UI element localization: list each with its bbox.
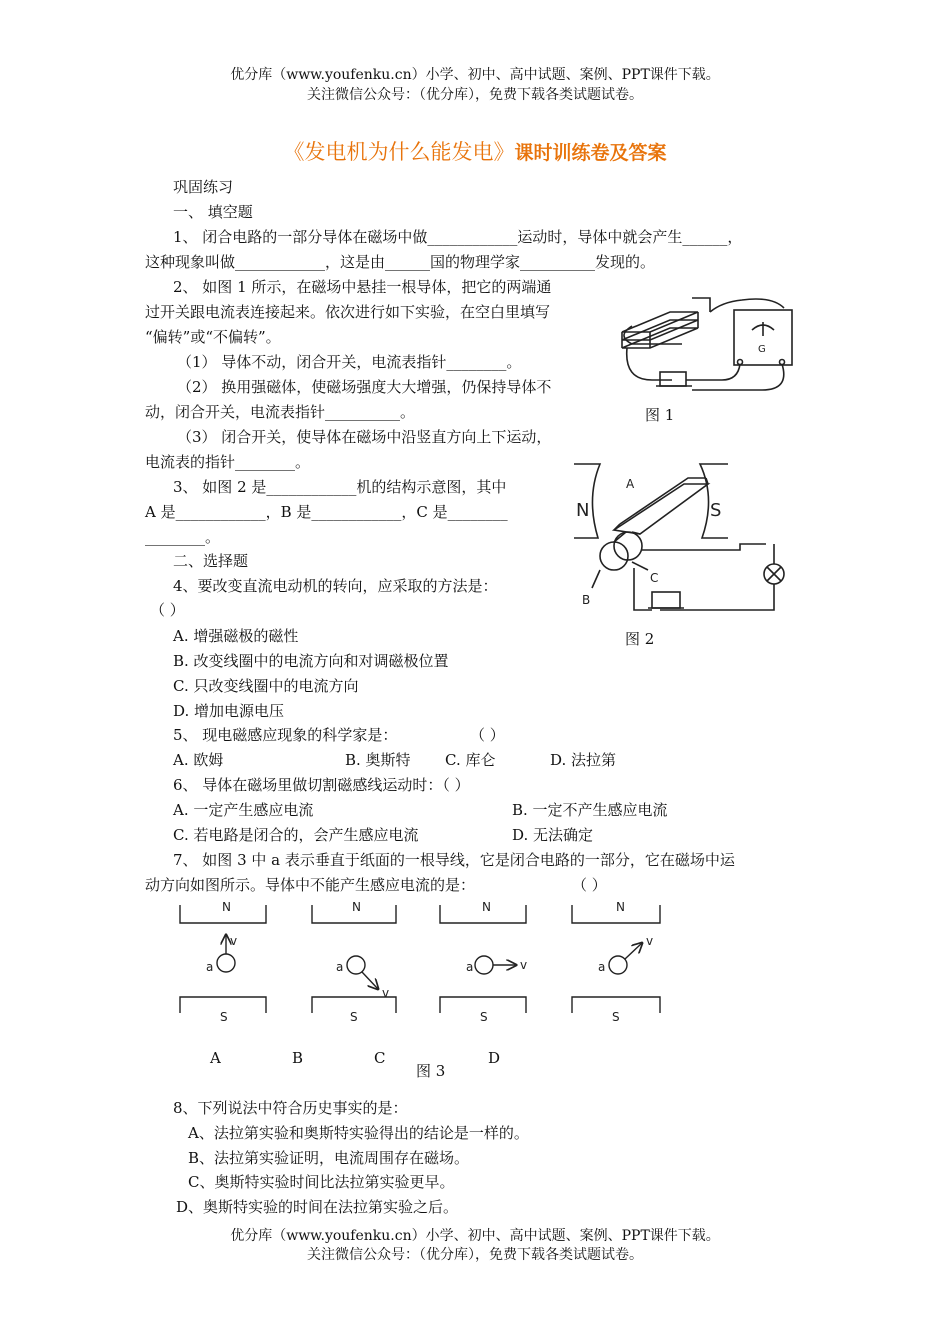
panel-d-velocity-arrow xyxy=(625,943,642,959)
title-suffix: 课时训练卷及答案 xyxy=(514,142,667,164)
figure-2 xyxy=(570,458,795,618)
q2-line2: 过开关跟电流表连接起来。依次进行如下实验，在空白里填写 xyxy=(145,303,551,321)
fig1-caption: 图 1 xyxy=(645,406,675,424)
q2-sub2b: 动，闭合开关，电流表指针__________。 xyxy=(145,403,416,421)
q5-option-a: A. 欧姆 xyxy=(173,751,224,769)
q7-paren: （ ） xyxy=(572,876,607,894)
q2-sub3a: （3） 闭合开关，使导体在磁场中沿竖直方向上下运动， xyxy=(177,428,552,446)
panel-b-velocity-label: v xyxy=(382,986,390,1000)
q4-option-d: D. 增加电源电压 xyxy=(173,702,285,720)
q6-stem: 6、 导体在磁场里做切割磁感线运动时：（ ） xyxy=(173,776,470,794)
magnet-mid xyxy=(622,320,698,340)
coil xyxy=(614,484,708,534)
panel-d-wire-label: a xyxy=(598,960,606,974)
panel-d-velocity-label: v xyxy=(646,934,654,948)
q5-option-d: D. 法拉第 xyxy=(550,751,617,769)
q8-option-c: C、奥斯特实验时间比法拉第实验更早。 xyxy=(188,1173,455,1191)
fig2-label-b: B xyxy=(582,593,591,607)
panel-c-north-label: N xyxy=(482,900,491,914)
q2-sub3b: 电流表的指针________。 xyxy=(145,453,311,471)
fig2-label-n: N xyxy=(576,500,590,521)
q8-option-d: D、奥斯特实验的时间在法拉第实验之后。 xyxy=(176,1198,459,1216)
q1-line1: 1、 闭合电路的一部分导体在磁场中做____________运动时，导体中就会产生______， xyxy=(173,228,743,246)
header-line-1: 优分库（www.youfenku.cn）小学、初中、高中试题、案例、PPT课件下载。 xyxy=(230,67,720,83)
q5-option-b: B. 奥斯特 xyxy=(345,751,411,769)
fig2-label-c: C xyxy=(650,571,659,585)
q3-line1: 3、 如图 2 是____________机的结构示意图，其中 xyxy=(173,478,507,496)
fig3-option-a: A xyxy=(210,1049,221,1067)
q6-option-d: D. 无法确定 xyxy=(512,826,594,844)
q2-sub1: （1） 导体不动，闭合开关，电流表指针________。 xyxy=(177,353,522,371)
fig2-label-a: A xyxy=(626,477,635,491)
fig2-label-s: S xyxy=(710,500,722,521)
q4-option-b: B. 改变线圈中的电流方向和对调磁极位置 xyxy=(173,652,449,670)
q3-line2: A 是____________，B 是____________，C 是________ xyxy=(145,503,508,521)
panel-a-north-label: N xyxy=(222,900,231,914)
fig3-option-b: B xyxy=(292,1049,304,1067)
q7-line2: 动方向如图所示。导体中不能产生感应电流的是： xyxy=(145,876,476,894)
q6-option-c: C. 若电路是闭合的，会产生感应电流 xyxy=(173,826,419,844)
q2-line1: 2、 如图 1 所示，在磁场中悬挂一根导体，把它的两端通 xyxy=(173,278,552,296)
q4-paren: （ ） xyxy=(150,601,185,619)
panel-d-south-label: S xyxy=(612,1010,620,1024)
q4-option-c: C. 只改变线圈中的电流方向 xyxy=(173,677,359,695)
q4-stem: 4、要改变直流电动机的转向，应采取的方法是： xyxy=(173,577,498,595)
figure-1 xyxy=(612,290,802,400)
section-fill: 一、 填空题 xyxy=(173,203,253,221)
magnet-top xyxy=(622,312,698,332)
wire-bottom xyxy=(686,364,740,380)
q8-stem: 8、下列说法中符合历史事实的是： xyxy=(173,1099,408,1117)
section-choice: 二、选择题 xyxy=(173,552,249,570)
q2-sub2a: （2） 换用强磁体，使磁场强度大大增强，仍保持导体不 xyxy=(177,378,552,396)
switch xyxy=(660,372,686,386)
panel-d-north-label: N xyxy=(616,900,625,914)
panel-b-wire-label: a xyxy=(336,960,344,974)
section-practice: 巩固练习 xyxy=(173,178,234,196)
panel-a-south-label: S xyxy=(220,1010,228,1024)
footer-line-2: 关注微信公众号：（优分库），免费下载各类试题试卷。 xyxy=(307,1247,643,1263)
fig3-caption: 图 3 xyxy=(416,1062,446,1080)
galvanometer xyxy=(734,310,792,365)
magnet-bottom xyxy=(622,328,698,348)
panel-a-wire-label: a xyxy=(206,960,214,974)
generator-switch xyxy=(652,592,680,608)
panel-a-wire xyxy=(217,954,235,972)
fig2-caption: 图 2 xyxy=(625,630,655,648)
q8-option-a: A、法拉第实验和奥斯特实验得出的结论是一样的。 xyxy=(188,1124,529,1142)
panel-c-wire xyxy=(475,956,493,974)
panel-b-velocity-arrow xyxy=(362,972,378,989)
panel-c-velocity-label: v xyxy=(520,958,528,972)
q6-option-b: B. 一定不产生感应电流 xyxy=(512,801,668,819)
q5-paren: （ ） xyxy=(470,726,505,744)
figure-3 xyxy=(172,895,672,1030)
fig3-option-c: C xyxy=(374,1049,386,1067)
panel-a-velocity-label: v xyxy=(230,934,238,948)
q5-option-c: C. 库仑 xyxy=(445,751,496,769)
panel-c-wire-label: a xyxy=(466,960,474,974)
q3-line3: ________。 xyxy=(145,528,221,546)
panel-c-south-label: S xyxy=(480,1010,488,1024)
q1-line2: 这种现象叫做____________，这是由______国的物理学家__________发现的。 xyxy=(145,253,656,271)
q7-line1: 7、 如图 3 中 a 表示垂直于纸面的一根导线，它是闭合电路的一部分，它在磁场中运 xyxy=(173,851,735,869)
panel-b-wire xyxy=(347,956,365,974)
title-main: 《发电机为什么能发电》 xyxy=(283,140,515,164)
panel-b-north-label: N xyxy=(352,900,361,914)
header-line-2: 关注微信公众号：（优分库），免费下载各类试题试卷。 xyxy=(307,87,643,103)
circuit-wire-top xyxy=(642,544,766,550)
q6-option-a: A. 一定产生感应电流 xyxy=(173,801,314,819)
q2-line3: “偏转”或“不偏转”。 xyxy=(145,328,281,346)
page-title xyxy=(0,136,950,166)
q8-option-b: B、法拉第实验证明，电流周围存在磁场。 xyxy=(188,1149,470,1167)
fig3-option-d: D xyxy=(488,1049,501,1067)
panel-d-wire xyxy=(609,956,627,974)
q5-stem: 5、 现电磁感应现象的科学家是： xyxy=(173,726,398,744)
footer-line-1: 优分库（www.youfenku.cn）小学、初中、高中试题、案例、PPT课件下载。 xyxy=(230,1228,720,1244)
panel-b-south-label: S xyxy=(350,1010,358,1024)
fig1-meter-label: G xyxy=(758,344,766,355)
q4-option-a: A. 增强磁极的磁性 xyxy=(173,627,299,645)
